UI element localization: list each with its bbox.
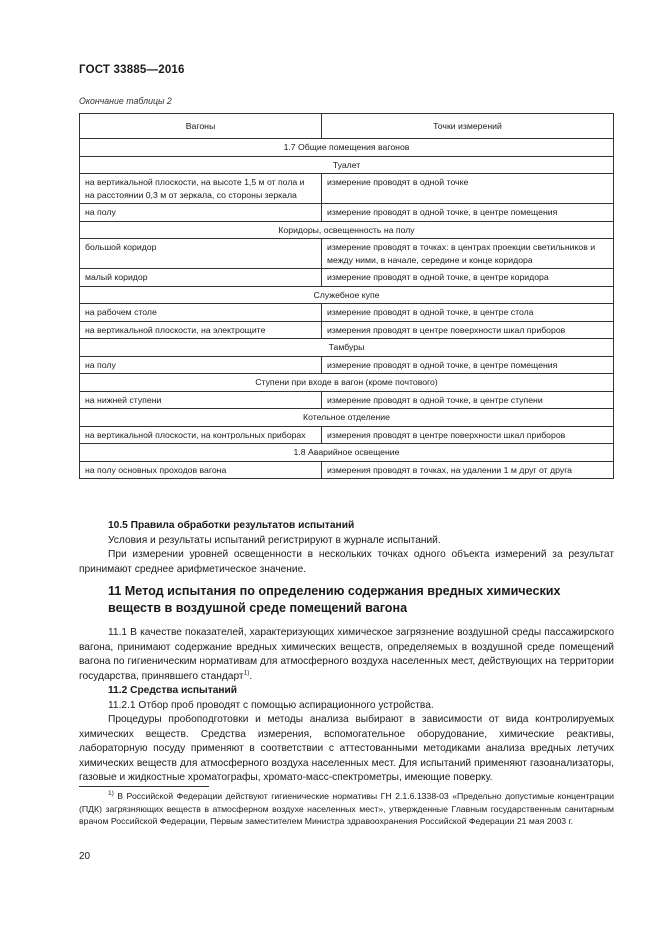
table-caption: Окончание таблицы 2 <box>79 96 172 106</box>
table-cell-method: измерение проводят в одной точке, в центре стола <box>322 304 614 322</box>
table-row <box>80 304 614 322</box>
table-section-title: Коридоры, освещенность на полу <box>80 221 614 239</box>
footnote-divider <box>79 786 209 787</box>
table-section-row <box>80 156 614 174</box>
table-section-row <box>80 374 614 392</box>
table-section-title: Туалет <box>80 156 614 174</box>
table-section-row <box>80 221 614 239</box>
table-cell-location: малый коридор <box>80 269 322 287</box>
table-cell-method: измерения проводят в точках, на удалении 1 м друг от друга <box>322 461 614 479</box>
section-11-body <box>79 626 614 786</box>
table-row <box>80 321 614 339</box>
section-10-5 <box>79 519 614 577</box>
paragraph-11-2-1: 11.2.1 Отбор проб проводят с помощью аспирационного устройства. <box>108 699 434 711</box>
table-section-row <box>80 409 614 427</box>
table-cell-method: измерения проводят в центре поверхности шкал приборов <box>322 426 614 444</box>
table-section-row <box>80 286 614 304</box>
table-section-row <box>80 139 614 157</box>
measurement-points-table <box>79 113 614 479</box>
paragraph-11-1 <box>79 626 614 684</box>
table-section-title: Тамбуры <box>80 339 614 357</box>
page-number: 20 <box>79 851 91 862</box>
table-section-title: 1.7 Общие помещения вагонов <box>80 139 614 157</box>
table-cell-method: измерение проводят в одной точке <box>322 174 614 204</box>
table-cell-method: измерение проводят в одной точке, в центре помещения <box>322 204 614 222</box>
table-row <box>80 269 614 287</box>
paragraph-text: 11.1 В качестве показателей, характеризующих химическое загрязнение воздушной среды пассажирского вагона, принимают содержание вредных химических веществ, определяемых в воздушной среде помещений вагона по гигиеническим нормативам для атмосферного воздуха населенных мест, действующих на территории государства, принявшего стандарт <box>79 627 614 682</box>
table-cell-location: на нижней ступени <box>80 391 322 409</box>
paragraph-end: . <box>249 670 253 682</box>
paragraph: Условия и результаты испытаний регистрируют в журнале испытаний. <box>108 534 441 546</box>
section-10-5-heading: 10.5 Правила обработки результатов испытаний <box>108 520 355 531</box>
table-cell-location: на полу основных проходов вагона <box>80 461 322 479</box>
table-row <box>80 391 614 409</box>
footnote-reference[interactable]: 1) <box>243 669 250 677</box>
table-section-title: 1.8 Аварийное освещение <box>80 444 614 462</box>
table-row <box>80 204 614 222</box>
column-header-points: Точки измерений <box>322 114 614 139</box>
table-cell-location: на вертикальной плоскости, на контрольных приборах <box>80 426 322 444</box>
table-cell-method: измерение проводят в одной точке, в центре помещения <box>322 356 614 374</box>
table-row <box>80 461 614 479</box>
table-section-row <box>80 444 614 462</box>
table-section-title: Ступени при входе в вагон (кроме почтового) <box>80 374 614 392</box>
footnote-mark: 1) <box>108 790 114 798</box>
table-cell-location: на полу <box>80 204 322 222</box>
table-cell-method: измерение проводят в одной точке, в центре коридора <box>322 269 614 287</box>
table-row <box>80 174 614 204</box>
table-cell-method: измерение проводят в точках: в центрах проекции светильников и между ними, в начале, середине и конце коридора <box>322 239 614 269</box>
paragraph-11-2-2: Процедуры пробоподготовки и методы анализа выбирают в зависимости от вида контролируемых химических веществ. Средства измерения, вспомогательное оборудование, химические реактивы, лабораторную посуду применяют в соответствии с аттестованными методиками анализа вредных летучих химических веществ для атмосферного воздуха населенных мест. Для испытаний применяют газоанализаторы, газовые и жидкостные хроматографы, хромато-масс-спектрометры, имеющие поверку. <box>79 714 614 783</box>
table-row <box>80 356 614 374</box>
table-section-title: Служебное купе <box>80 286 614 304</box>
table-row <box>80 426 614 444</box>
subsection-11-2-heading: 11.2 Средства испытаний <box>108 685 238 696</box>
table-cell-location: на рабочем столе <box>80 304 322 322</box>
paragraph: При измерении уровней освещенности в нескольких точках одного объекта измерений за результат принимают среднее арифметическое значение. <box>79 549 614 575</box>
table-header-row <box>80 114 614 139</box>
column-header-wagons: Вагоны <box>80 114 322 139</box>
footnote <box>79 790 614 828</box>
table-section-title: Котельное отделение <box>80 409 614 427</box>
table-cell-method: измерение проводят в одной точке, в центре ступени <box>322 391 614 409</box>
table-cell-location: на вертикальной плоскости, на электрощите <box>80 321 322 339</box>
table-cell-location: на полу <box>80 356 322 374</box>
table-cell-location: большой коридор <box>80 239 322 269</box>
standard-number: ГОСТ 33885—2016 <box>79 64 185 76</box>
table-row <box>80 239 614 269</box>
table-cell-location: на вертикальной плоскости, на высоте 1,5 м от пола и на расстоянии 0,3 м от зеркала, со стороны зеркала <box>80 174 322 204</box>
table-cell-method: измерения проводят в центре поверхности шкал приборов <box>322 321 614 339</box>
section-11-heading: 11 Метод испытания по определению содержания вредных химических веществ в воздушной среде помещений вагона <box>108 584 561 615</box>
footnote-text: В Российской Федерации действуют гигиенические нормативы ГН 2.1.6.1338-03 «Предельно допустимые концентрации (ПДК) загрязняющих веществ в атмосферном воздухе населенных мест», утвержденные Главным государственным санитарным врачом Российской Федерации, Первым заместителем Министра здравоохранения Российской Федерации 21 мая 2003 г. <box>79 791 614 827</box>
table-section-row <box>80 339 614 357</box>
